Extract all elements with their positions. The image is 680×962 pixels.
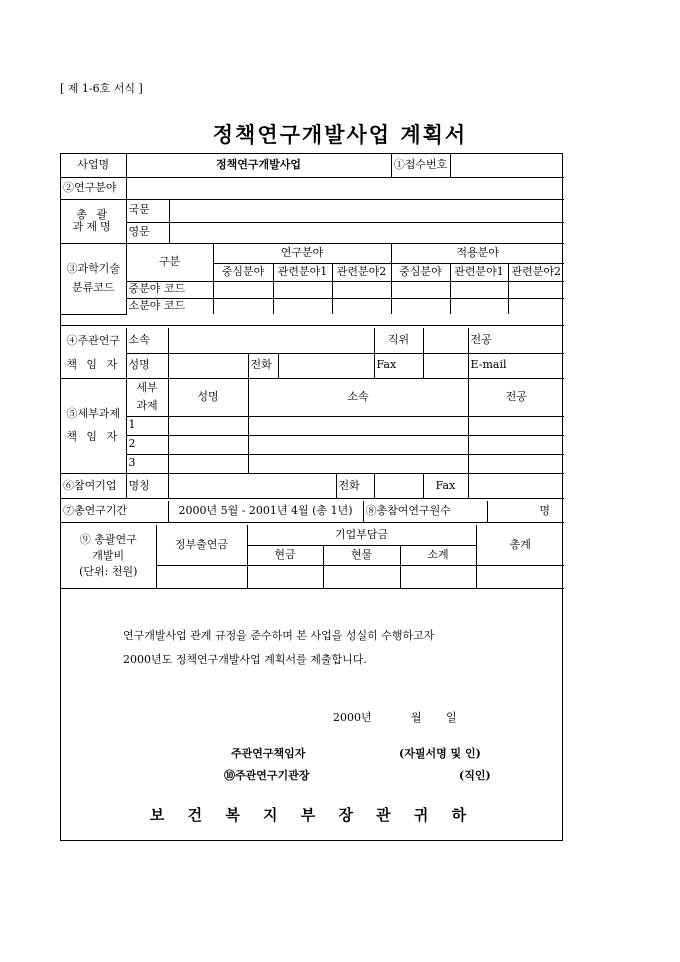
sub-task-major-field[interactable] — [468, 454, 564, 473]
code-cell[interactable] — [391, 298, 450, 314]
code-cell[interactable] — [213, 281, 273, 298]
research-field-value[interactable] — [126, 177, 564, 199]
date-year: 2000년 — [333, 711, 372, 724]
sub-task-affiliation-field[interactable] — [248, 454, 468, 473]
participating-company-label: ⑥참여기업 — [61, 473, 126, 498]
research-period-value[interactable]: 2000년 5월 - 2001년 4월 (총 1년) — [168, 501, 363, 522]
receipt-number-field[interactable] — [450, 154, 564, 177]
institution-head-label: ⑩주관연구기관장 — [224, 769, 310, 782]
sub-header: 중심분야 — [391, 263, 450, 281]
total-researchers-cell[interactable] — [487, 501, 564, 522]
research-field-header: 연구분야 — [213, 243, 391, 263]
company-funding-label: 기업부담금 — [247, 525, 476, 545]
addressee: 보 건 복 지 부 장 관 귀 하 — [149, 806, 476, 824]
date-day: 일 — [446, 711, 457, 724]
email-label: E-mail — [470, 358, 507, 372]
phone-label: 전화 — [248, 353, 278, 378]
affiliation-header: 소속 — [248, 378, 468, 416]
affiliation-label: 소속 — [126, 328, 168, 353]
code-cell[interactable] — [450, 298, 508, 314]
cash-label: 현금 — [247, 545, 323, 565]
english-title-label: 영문 — [126, 222, 169, 243]
institution-seal-field[interactable]: (직인) — [459, 769, 491, 782]
applied-field-header: 적용분야 — [391, 243, 564, 263]
fax-label: Fax — [374, 353, 423, 378]
research-period-table — [61, 501, 564, 522]
sub-task-major-field[interactable] — [468, 435, 564, 454]
in-kind-label: 현물 — [323, 545, 400, 565]
project-info-table — [61, 154, 564, 315]
sub-task-name-field[interactable] — [168, 454, 248, 473]
sub-header: 관련분야2 — [508, 263, 564, 281]
company-name-label: 명칭 — [126, 473, 168, 498]
overall-task-label: 총 괄 과제명 — [61, 199, 126, 243]
form-number: [ 제 1-6호 서식 ] — [60, 82, 143, 95]
company-phone-field[interactable] — [374, 473, 423, 498]
korean-title-label: 국문 — [126, 199, 169, 222]
in-kind-field[interactable] — [323, 565, 400, 588]
code-cell[interactable] — [508, 281, 564, 298]
korean-title-field[interactable] — [169, 199, 564, 222]
company-phone-label: 전화 — [336, 473, 374, 498]
budget-table — [61, 525, 564, 589]
code-cell[interactable] — [213, 298, 273, 314]
position-field[interactable] — [423, 328, 468, 353]
government-funding-field[interactable] — [156, 565, 247, 588]
name-field[interactable] — [168, 353, 248, 378]
total-researchers-label: ⑧총참여연구원수 — [363, 501, 487, 522]
double-divider — [61, 522, 564, 523]
application-form — [60, 153, 563, 841]
name-label: 성명 — [126, 353, 168, 378]
section-divider — [61, 588, 564, 589]
sub-task-number: 1 — [126, 416, 168, 435]
mid-code-label: 중분야 코드 — [126, 281, 213, 298]
investigator-signature-label: 주관연구책임자 — [231, 747, 306, 760]
declaration-line-2: 2000년도 정책연구개발사업 계획서를 제출합니다. — [123, 653, 367, 666]
major-header: 전공 — [468, 378, 564, 416]
code-cell[interactable] — [273, 281, 332, 298]
project-name-value[interactable]: 정책연구개발사업 — [126, 154, 391, 177]
date-month: 월 — [411, 711, 422, 724]
fax-field[interactable] — [423, 353, 468, 378]
name-header: 성명 — [168, 378, 248, 416]
investigator-signature-field[interactable]: (자필서명 및 인) — [399, 747, 481, 760]
code-cell[interactable] — [508, 298, 564, 314]
sub-task-name-field[interactable] — [168, 416, 248, 435]
sub-task-number: 2 — [126, 435, 168, 454]
email-cell[interactable] — [468, 353, 564, 378]
sub-task-affiliation-field[interactable] — [248, 416, 468, 435]
double-divider — [61, 498, 564, 499]
company-fax-label: Fax — [423, 473, 468, 498]
major-cell[interactable] — [468, 328, 564, 353]
government-funding-label: 정부출연금 — [156, 525, 247, 565]
project-name-label: 사업명 — [61, 154, 126, 177]
phone-field[interactable] — [278, 353, 374, 378]
position-label: 직위 — [374, 328, 423, 353]
receipt-number-label: ①접수번호 — [391, 154, 450, 177]
major-label: 전공 — [470, 333, 492, 347]
personnel-table — [61, 328, 564, 498]
principal-investigator-label: ④주관연구 책 임 자 — [61, 328, 126, 378]
subtotal-field[interactable] — [400, 565, 476, 588]
sub-task-leader-label: ⑤세부과제 책 임 자 — [61, 378, 126, 473]
sub-task-name-field[interactable] — [168, 435, 248, 454]
code-cell[interactable] — [332, 281, 391, 298]
research-period-label: ⑦총연구기간 — [61, 501, 168, 522]
sub-header: 중심분야 — [213, 263, 273, 281]
sub-task-affiliation-field[interactable] — [248, 435, 468, 454]
code-cell[interactable] — [332, 298, 391, 314]
classification-code-label: ③과학기술 분류코드 — [61, 243, 126, 314]
research-field-label: ②연구분야 — [61, 177, 126, 199]
english-title-field[interactable] — [169, 222, 564, 243]
sub-task-major-field[interactable] — [468, 416, 564, 435]
affiliation-field[interactable] — [168, 328, 374, 353]
code-cell[interactable] — [450, 281, 508, 298]
total-field[interactable] — [476, 565, 564, 588]
double-divider — [61, 325, 564, 326]
small-code-label: 소분야 코드 — [126, 298, 213, 314]
company-fax-field[interactable] — [468, 473, 564, 498]
sub-task-label: 세부 과제 — [126, 378, 168, 416]
total-label: 총계 — [476, 525, 564, 565]
sub-header: 관련분야2 — [332, 263, 391, 281]
code-cell[interactable] — [273, 298, 332, 314]
sub-task-number: 3 — [126, 454, 168, 473]
researchers-unit: 명 — [539, 504, 550, 518]
company-name-field[interactable] — [168, 473, 336, 498]
cash-field[interactable] — [247, 565, 323, 588]
page-title: 정책연구개발사업 계획서 — [212, 122, 468, 147]
code-cell[interactable] — [391, 281, 450, 298]
sub-header: 관련분야1 — [450, 263, 508, 281]
declaration-line-1: 연구개발사업 관계 규정을 준수하며 본 사업을 성실히 수행하고자 — [123, 629, 435, 642]
sub-header: 관련분야1 — [273, 263, 332, 281]
subtotal-label: 소계 — [400, 545, 476, 565]
category-label: 구분 — [126, 243, 213, 281]
total-budget-label: ⑨ 총괄연구 개발비 (단위: 천원) — [61, 525, 156, 588]
